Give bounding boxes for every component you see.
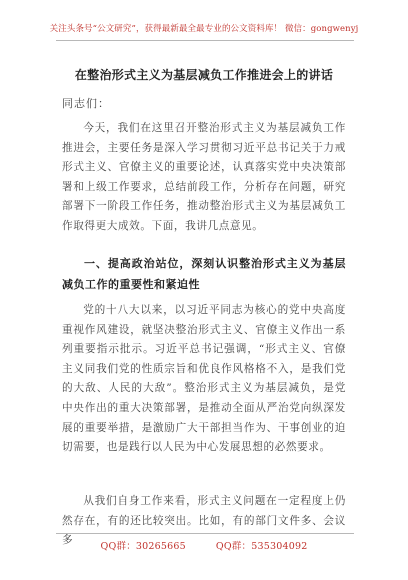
footer-qq-group-2: QQ群：535304092 — [215, 541, 308, 552]
salutation: 同志们： — [62, 97, 110, 110]
footer-divider — [56, 533, 354, 534]
paragraph-intro: 今天，我们在这里召开整治形式主义为基层减负工作推进会，主要任务是深入学习贯彻习近平总书记关于力戒形式主义、官僚主义的重要论述，认真落实党中央决策部署和上级工作要求，总结前段工作，分析存在问题，研究部署下一阶段工作任务，推动整治形式主义为基层减负工作取得更大成效。下面，我讲几点意见。 — [62, 122, 346, 232]
paragraph-background: 党的十八大以来，以习近平同志为核心的党中央高度重视作风建设，就坚决整治形式主义、官僚主义作出一系列重要指示批示。习近平总书记强调，“形式主义、官僚主义同我们党的性质宗旨和优良作风格格不入，是我们党的大敌、人民的大敌”。整治形式主义为基层减负，是党中央作出的重大决策部署，是推动全面从严治党向纵深发展的重要举措，是激励广大干部担当作为、干事创业的迫切需要，也是践行以人民为中心发展思想的必然要求。 — [62, 304, 346, 454]
footer-qq-group-1: QQ群：30265665 — [100, 541, 186, 552]
document-title: 在整治形式主义为基层减负工作推进会上的讲话 — [74, 68, 334, 82]
footer — [0, 538, 408, 552]
paragraph-current-issues: 从我们自身工作来看，形式主义问题在一定程度上仍然存在，有的还比较突出。比如，有的部门文件多、会议多 — [62, 495, 346, 547]
header-banner: 关注头条号“公文研究”，获得最新最全最专业的公文资料库！ 微信：gongwenyj — [49, 24, 359, 34]
header-divider — [56, 40, 354, 41]
section-heading-1: 一、提高政治站位，深刻认识整治形式主义为基层减负工作的重要性和紧迫性 — [62, 257, 346, 291]
